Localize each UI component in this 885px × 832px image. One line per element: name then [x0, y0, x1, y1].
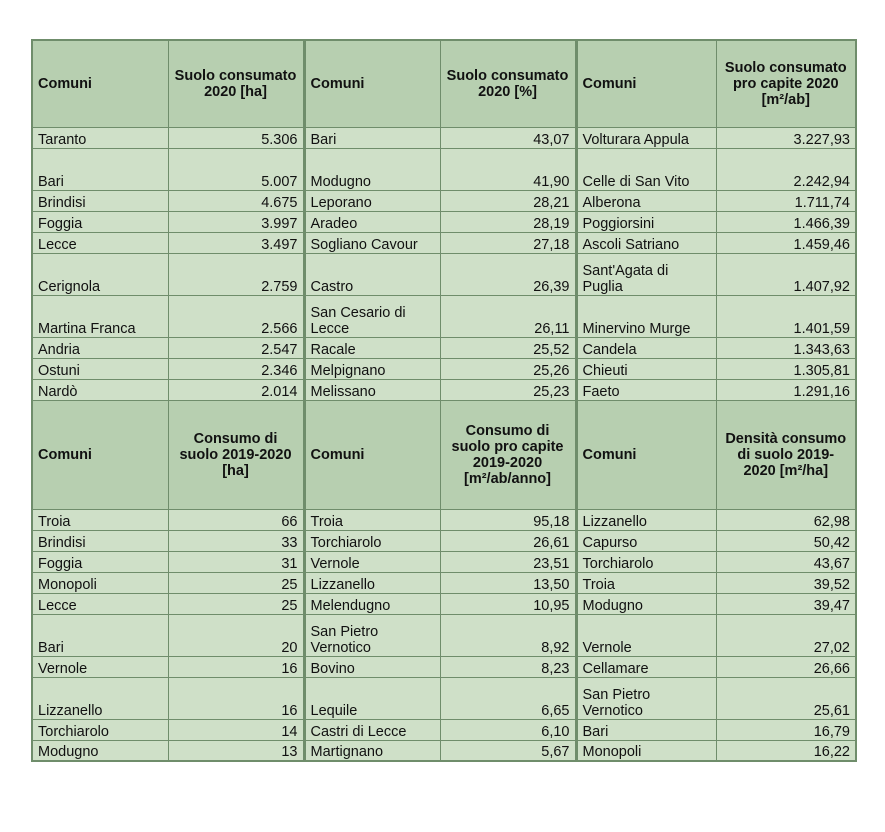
table-row — [32, 677, 856, 719]
value-cell: 28,19 — [440, 211, 576, 232]
table-row — [32, 740, 856, 761]
table-row — [32, 148, 856, 190]
municipality-cell: Aradeo — [304, 211, 440, 232]
municipality-cell: Brindisi — [32, 530, 168, 551]
table-row — [32, 232, 856, 253]
value-cell: 16 — [168, 677, 304, 719]
value-cell: 5,67 — [440, 740, 576, 761]
value-cell: 26,66 — [716, 656, 856, 677]
municipality-cell: Lizzanello — [304, 572, 440, 593]
value-cell: 3.497 — [168, 232, 304, 253]
value-cell: 16,22 — [716, 740, 856, 761]
municipality-cell: Castri di Lecce — [304, 719, 440, 740]
value-cell: 10,95 — [440, 593, 576, 614]
value-cell: 33 — [168, 530, 304, 551]
municipality-cell: Melendugno — [304, 593, 440, 614]
municipality-cell: San Pietro Vernotico — [304, 614, 440, 656]
table-row — [32, 337, 856, 358]
municipality-cell: Capurso — [576, 530, 716, 551]
table-row — [32, 127, 856, 148]
municipality-cell: Monopoli — [576, 740, 716, 761]
value-cell: 16,79 — [716, 719, 856, 740]
value-cell: 26,61 — [440, 530, 576, 551]
ranking-table — [31, 39, 857, 762]
municipality-cell: Volturara Appula — [576, 127, 716, 148]
value-cell: 39,52 — [716, 572, 856, 593]
table-row — [32, 572, 856, 593]
table-row — [32, 593, 856, 614]
value-cell: 6,65 — [440, 677, 576, 719]
value-cell: 2.242,94 — [716, 148, 856, 190]
value-cell: 5.306 — [168, 127, 304, 148]
value-cell: 14 — [168, 719, 304, 740]
municipality-cell: Vernole — [576, 614, 716, 656]
header-cell: Comuni — [32, 40, 168, 127]
municipality-cell: Cerignola — [32, 253, 168, 295]
header-cell: Comuni — [576, 40, 716, 127]
municipality-cell: Racale — [304, 337, 440, 358]
value-cell: 25,23 — [440, 379, 576, 400]
table-row — [32, 211, 856, 232]
value-cell: 25,26 — [440, 358, 576, 379]
municipality-cell: Chieuti — [576, 358, 716, 379]
municipality-cell: Troia — [304, 509, 440, 530]
value-cell: 43,67 — [716, 551, 856, 572]
table-row — [32, 614, 856, 656]
header-cell: Suolo consumato 2020 [ha] — [168, 40, 304, 127]
value-cell: 25,61 — [716, 677, 856, 719]
municipality-cell: Andria — [32, 337, 168, 358]
value-cell: 43,07 — [440, 127, 576, 148]
municipality-cell: Troia — [32, 509, 168, 530]
value-cell: 1.459,46 — [716, 232, 856, 253]
value-cell: 28,21 — [440, 190, 576, 211]
value-cell: 20 — [168, 614, 304, 656]
municipality-cell: Melpignano — [304, 358, 440, 379]
value-cell: 8,92 — [440, 614, 576, 656]
municipality-cell: Foggia — [32, 211, 168, 232]
value-cell: 1.305,81 — [716, 358, 856, 379]
municipality-cell: Modugno — [32, 740, 168, 761]
municipality-cell: San Cesario di Lecce — [304, 295, 440, 337]
table-row — [32, 253, 856, 295]
municipality-cell: Lecce — [32, 232, 168, 253]
header-cell: Suolo consumato pro capite 2020 [m²/ab] — [716, 40, 856, 127]
ranking-table-container — [31, 39, 855, 762]
value-cell: 5.007 — [168, 148, 304, 190]
value-cell: 2.759 — [168, 253, 304, 295]
table-row — [32, 295, 856, 337]
header-cell: Comuni — [304, 400, 440, 509]
municipality-cell: Lecce — [32, 593, 168, 614]
municipality-cell: Torchiarolo — [32, 719, 168, 740]
table-row — [32, 358, 856, 379]
municipality-cell: Faeto — [576, 379, 716, 400]
value-cell: 1.711,74 — [716, 190, 856, 211]
municipality-cell: Martina Franca — [32, 295, 168, 337]
value-cell: 25,52 — [440, 337, 576, 358]
municipality-cell: Troia — [576, 572, 716, 593]
municipality-cell: Ascoli Satriano — [576, 232, 716, 253]
value-cell: 41,90 — [440, 148, 576, 190]
value-cell: 13 — [168, 740, 304, 761]
value-cell: 8,23 — [440, 656, 576, 677]
municipality-cell: Bari — [304, 127, 440, 148]
value-cell: 2.566 — [168, 295, 304, 337]
value-cell: 3.997 — [168, 211, 304, 232]
table-row — [32, 719, 856, 740]
value-cell: 2.547 — [168, 337, 304, 358]
municipality-cell: Castro — [304, 253, 440, 295]
municipality-cell: Torchiarolo — [576, 551, 716, 572]
municipality-cell: San Pietro Vernotico — [576, 677, 716, 719]
value-cell: 1.291,16 — [716, 379, 856, 400]
value-cell: 26,39 — [440, 253, 576, 295]
value-cell: 25 — [168, 572, 304, 593]
municipality-cell: Bovino — [304, 656, 440, 677]
value-cell: 23,51 — [440, 551, 576, 572]
municipality-cell: Ostuni — [32, 358, 168, 379]
header-cell: Comuni — [304, 40, 440, 127]
municipality-cell: Cellamare — [576, 656, 716, 677]
value-cell: 27,02 — [716, 614, 856, 656]
municipality-cell: Monopoli — [32, 572, 168, 593]
value-cell: 62,98 — [716, 509, 856, 530]
top-table-body — [32, 127, 856, 400]
value-cell: 4.675 — [168, 190, 304, 211]
municipality-cell: Brindisi — [32, 190, 168, 211]
municipality-cell: Bari — [32, 614, 168, 656]
value-cell: 3.227,93 — [716, 127, 856, 148]
value-cell: 2.014 — [168, 379, 304, 400]
table-row — [32, 656, 856, 677]
value-cell: 26,11 — [440, 295, 576, 337]
header-cell: Suolo consumato 2020 [%] — [440, 40, 576, 127]
municipality-cell: Poggiorsini — [576, 211, 716, 232]
municipality-cell: Melissano — [304, 379, 440, 400]
value-cell: 1.466,39 — [716, 211, 856, 232]
top-header-row — [32, 40, 856, 127]
value-cell: 2.346 — [168, 358, 304, 379]
header-cell: Comuni — [576, 400, 716, 509]
value-cell: 66 — [168, 509, 304, 530]
table-row — [32, 509, 856, 530]
municipality-cell: Sant'Agata di Puglia — [576, 253, 716, 295]
value-cell: 25 — [168, 593, 304, 614]
municipality-cell: Lizzanello — [32, 677, 168, 719]
header-cell: Comuni — [32, 400, 168, 509]
header-cell: Densità consumo di suolo 2019-2020 [m²/ha] — [716, 400, 856, 509]
value-cell: 16 — [168, 656, 304, 677]
municipality-cell: Vernole — [32, 656, 168, 677]
bottom-table-body — [32, 509, 856, 761]
municipality-cell: Taranto — [32, 127, 168, 148]
value-cell: 13,50 — [440, 572, 576, 593]
municipality-cell: Modugno — [576, 593, 716, 614]
value-cell: 50,42 — [716, 530, 856, 551]
municipality-cell: Torchiarolo — [304, 530, 440, 551]
municipality-cell: Celle di San Vito — [576, 148, 716, 190]
value-cell: 27,18 — [440, 232, 576, 253]
header-cell: Consumo di suolo 2019-2020 [ha] — [168, 400, 304, 509]
value-cell: 1.407,92 — [716, 253, 856, 295]
value-cell: 39,47 — [716, 593, 856, 614]
municipality-cell: Alberona — [576, 190, 716, 211]
municipality-cell: Vernole — [304, 551, 440, 572]
municipality-cell: Nardò — [32, 379, 168, 400]
municipality-cell: Lizzanello — [576, 509, 716, 530]
table-row — [32, 190, 856, 211]
value-cell: 31 — [168, 551, 304, 572]
municipality-cell: Bari — [576, 719, 716, 740]
municipality-cell: Candela — [576, 337, 716, 358]
table-row — [32, 530, 856, 551]
municipality-cell: Bari — [32, 148, 168, 190]
bottom-header-row — [32, 400, 856, 509]
table-row — [32, 379, 856, 400]
municipality-cell: Minervino Murge — [576, 295, 716, 337]
municipality-cell: Lequile — [304, 677, 440, 719]
value-cell: 1.401,59 — [716, 295, 856, 337]
value-cell: 6,10 — [440, 719, 576, 740]
header-cell: Consumo di suolo pro capite 2019-2020 [m²/ab/anno] — [440, 400, 576, 509]
municipality-cell: Foggia — [32, 551, 168, 572]
value-cell: 1.343,63 — [716, 337, 856, 358]
municipality-cell: Martignano — [304, 740, 440, 761]
table-row — [32, 551, 856, 572]
municipality-cell: Sogliano Cavour — [304, 232, 440, 253]
municipality-cell: Modugno — [304, 148, 440, 190]
municipality-cell: Leporano — [304, 190, 440, 211]
value-cell: 95,18 — [440, 509, 576, 530]
